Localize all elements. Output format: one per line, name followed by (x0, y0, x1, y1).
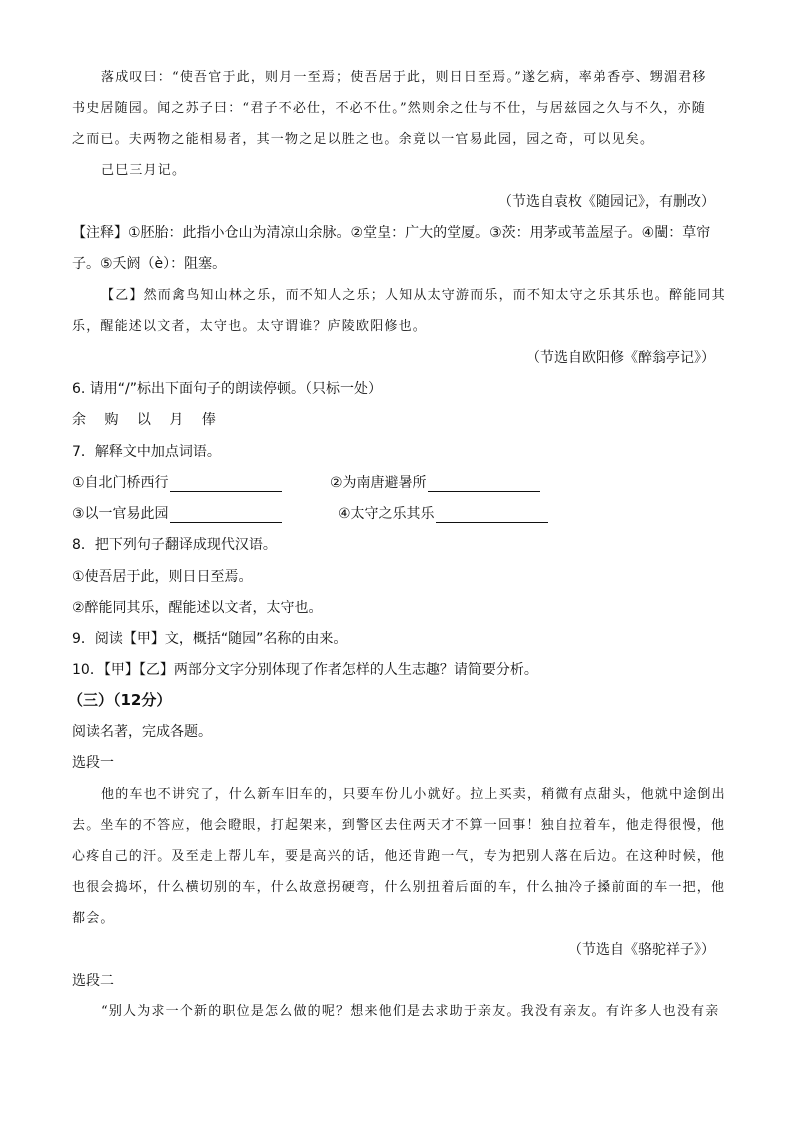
question-7-item-2: ②为南唐避暑所 (330, 474, 540, 492)
answer-blank[interactable] (436, 507, 548, 523)
question-7-item-3: ③以一官易此园 (72, 505, 282, 523)
answer-blank[interactable] (170, 507, 282, 523)
answer-blank[interactable] (170, 476, 282, 492)
passage-jia-line-2: 书史居随园。闻之苏子曰：“君子不必仕，不必不仕。”然则余之仕与不仕，与居兹园之久与不久，亦随 (72, 101, 706, 116)
excerpt-1-line-4: 也很会捣坏，什么横切别的车，什么故意拐硬弯，什么别扭着后面的车，什么抽冷子搡前面的车一把，他 (72, 880, 726, 895)
excerpt-1-line-1: 他的车也不讲究了，什么新车旧车的，只要车份儿小就好。拉上买卖，稍微有点甜头，他就中途倒出 (101, 787, 726, 802)
passage-jia-date: 己巳三月记。 (101, 163, 187, 178)
passage-jia-source: （节选自袁枚《随园记》，有删改） (498, 194, 715, 210)
answer-blank[interactable] (428, 476, 540, 492)
question-7: 7．解释文中加点词语。 (72, 444, 221, 460)
question-8-item-1: ①使吾居于此，则日日至焉。 (72, 569, 253, 585)
passage-jia-line-1: 落成叹曰：“使吾官于此，则月一至焉；使吾居于此，则日日至焉。”遂乞病，率弟香亭、甥湄君移 (101, 70, 707, 85)
passage-jia-line-3: 之而已。夫两物之能相易者，其一物之足以胜之也。余竟以一官易此园，园之奇，可以见矣。 (72, 132, 655, 147)
question-6: 6. 请用“/”标出下面句子的朗读停顿。（只标一处） (72, 381, 383, 397)
question-8: 8．把下列句子翻译成现代汉语。 (72, 537, 277, 553)
excerpt-1-line-5: 都会。 (72, 911, 115, 926)
excerpt-1-line-2: 去。坐车的不答应，他会瞪眼，打起架来，到警区去住两天才不算一回事！独自拉着车，他走得很慢，他 (72, 818, 726, 833)
question-7-item-4: ④太守之乐其乐 (338, 505, 548, 523)
excerpt-1-label: 选段一 (72, 755, 114, 771)
section-3-instruction: 阅读名著，完成各题。 (72, 724, 212, 740)
question-7-item-1: ①自北门桥西行 (72, 474, 282, 492)
passage-yi-source: （节选自欧阳修《醉翁亭记》） (526, 350, 715, 366)
question-9: 9．阅读【甲】文，概括“随园”名称的由来。 (72, 631, 348, 647)
excerpt-1-source: （节选自《骆驼祥子》） (568, 942, 715, 958)
passage-yi-line-1: 【乙】然而禽鸟知山林之乐，而不知人之乐；人知从太守游而乐，而不知太守之乐其乐也。醉能同其 (101, 288, 726, 303)
excerpt-1-line-3: 心疼自己的汗。及至走上帮儿车，要是高兴的话，他还肯跑一气，专为把别人落在后边。在这种时候，他 (72, 849, 726, 864)
notes-line-2: 子。⑤夭阏（è）：阻塞。 (72, 256, 227, 272)
section-3-heading: （三）（12分） (68, 691, 172, 709)
passage-yi-line-2: 乐，醒能述以文者，太守也。太守谓谁？庐陵欧阳修也。 (72, 319, 428, 334)
excerpt-2-line-1: “别人为求一个新的职位是怎么做的呢？想来他们是去求助于亲友。我没有亲友。有许多人也没有亲 (101, 1004, 720, 1019)
question-8-item-2: ②醉能同其乐，醒能述以文者，太守也。 (72, 600, 323, 616)
notes-line-1: 【注释】①胚胎：此指小仓山为清凉山余脉。②堂皇：广大的堂厦。③茨：用茅或苇盖屋子。④闉：草帘 (72, 225, 711, 241)
question-6-sentence: 余 购 以 月 俸 (72, 412, 223, 428)
question-10: 10．【甲】【乙】两部分文字分别体现了作者怎样的人生志趣？请简要分析。 (72, 662, 538, 678)
excerpt-2-label: 选段二 (72, 973, 114, 989)
